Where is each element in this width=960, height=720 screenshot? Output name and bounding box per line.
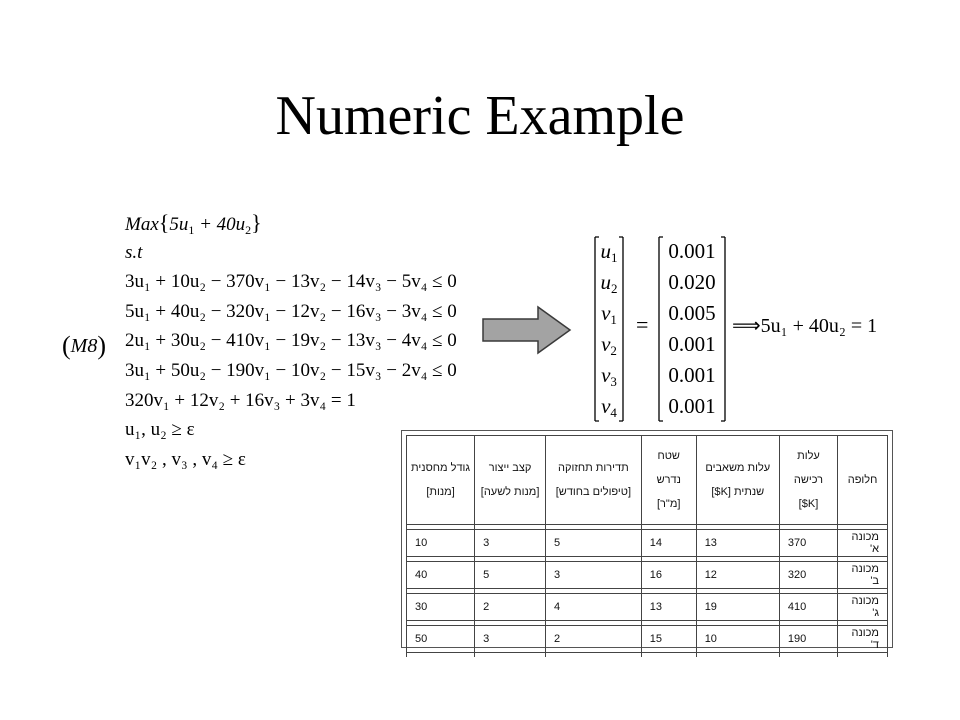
table-row (407, 530, 888, 557)
table-header-cell: תדירות תחזוקה [טיפולים בחודש] (546, 436, 642, 525)
vector-variable: $v_4$ (601, 394, 617, 420)
alternative-name-cell: מכונה ג' (838, 594, 888, 621)
implies-symbol: ⟹ (732, 315, 761, 337)
table-header-cell: קצב ייצור [מנות לשעה] (475, 436, 546, 525)
vector-value: 0.001 (668, 394, 716, 418)
table-cell: 4 (546, 594, 642, 621)
table-cell: 320 (779, 562, 837, 589)
alternative-name-cell: מכונה ד' (838, 626, 888, 653)
constraint-line: 2u₁ + 30u₂ − 410v₁ − 19v₂ − 13v₃ − 4v₄ ≤ 0 (125, 330, 457, 352)
vector-variable: $v_3$ (601, 363, 617, 389)
table-row (407, 562, 888, 589)
alternative-name-cell: מכונה א' (838, 530, 888, 557)
table-cell: 190 (779, 626, 837, 653)
table-cell: 16 (641, 562, 696, 589)
constraint-line: 320v₁ + 12v₂ + 16v₃ + 3v₄ = 1 (125, 389, 356, 411)
table-header-cell: עלות משאבים שנתית [K$] (696, 436, 779, 525)
value-vector (656, 236, 728, 422)
table-cell: 3 (475, 530, 546, 557)
table-row (407, 594, 888, 621)
table-cell: 12 (696, 562, 779, 589)
table-cell: 50 (407, 626, 475, 653)
right-arrow-icon (482, 305, 572, 355)
table-header-cell: חלופה (838, 436, 888, 525)
table-cell: 30 (407, 594, 475, 621)
constraint-line: v₁v₂ , v₃ , v₄ ≥ ε (125, 448, 246, 470)
table-cell: 15 (641, 626, 696, 653)
table-cell: 2 (475, 594, 546, 621)
variable-vector (590, 236, 628, 422)
constraint-line: 5u₁ + 40u₂ − 320v₁ − 12v₂ − 16v₃ − 3v₄ ≤ 0 (125, 300, 457, 322)
table-cell: 13 (696, 530, 779, 557)
table-header-cell: עלות רכישה [K$] (779, 436, 837, 525)
vector-value: 0.001 (668, 363, 716, 387)
table-cell: 19 (696, 594, 779, 621)
slide-title: Numeric Example (275, 85, 685, 147)
table-header-row (407, 436, 888, 525)
model-label: (M8) (62, 331, 107, 360)
alternatives-table (406, 435, 888, 657)
constraint-line: 3u₁ + 10u₂ − 370v₁ − 13v₂ − 14v₃ − 5v₄ ≤ 0 (125, 271, 457, 293)
model-label-text: M8 (70, 335, 98, 357)
table-cell: 370 (779, 530, 837, 557)
vector-variable: $v_1$ (601, 301, 617, 327)
table-cell: 410 (779, 594, 837, 621)
table-cell: 5 (546, 530, 642, 557)
table-cell: 2 (546, 626, 642, 653)
vector-value: 0.001 (668, 239, 716, 263)
table-cell: 5 (475, 562, 546, 589)
constraint-line: 3u₁ + 50u₂ − 190v₁ − 10v₂ − 15v₃ − 2v₄ ≤ 0 (125, 359, 457, 381)
vector-variable: $v_2$ (601, 332, 617, 358)
table-row (407, 626, 888, 653)
vector-value: 0.001 (668, 332, 716, 356)
vector-variable: $u_1$ (600, 239, 618, 265)
table-cell: 40 (407, 562, 475, 589)
table-cell: 10 (407, 530, 475, 557)
table-header-cell: גודל מחסנית [מנות] (407, 436, 475, 525)
vector-value: 0.005 (668, 301, 716, 325)
alternatives-table-frame (401, 430, 893, 651)
vector-variable: $u_2$ (600, 270, 618, 296)
table-cell: 3 (546, 562, 642, 589)
table-cell: 13 (641, 594, 696, 621)
vector-value: 0.020 (668, 270, 716, 294)
constraint-line: u₁, u₂ ≥ ε (125, 419, 195, 441)
table-cell: 10 (696, 626, 779, 653)
table-cell: 3 (475, 626, 546, 653)
table-cell: 14 (641, 530, 696, 557)
implies-expression (732, 313, 877, 338)
normalization-result: 5u₁ + 40u₂ = 1 (760, 315, 878, 337)
st-line: s.t (125, 241, 143, 263)
table-header-cell: שטח נדרש [מ"ר] (641, 436, 696, 525)
objective-line: $Max\{5u_1 + 40u_2\}$ (125, 210, 262, 237)
alternative-name-cell: מכונה ב' (838, 562, 888, 589)
equals-sign: = (636, 312, 649, 337)
